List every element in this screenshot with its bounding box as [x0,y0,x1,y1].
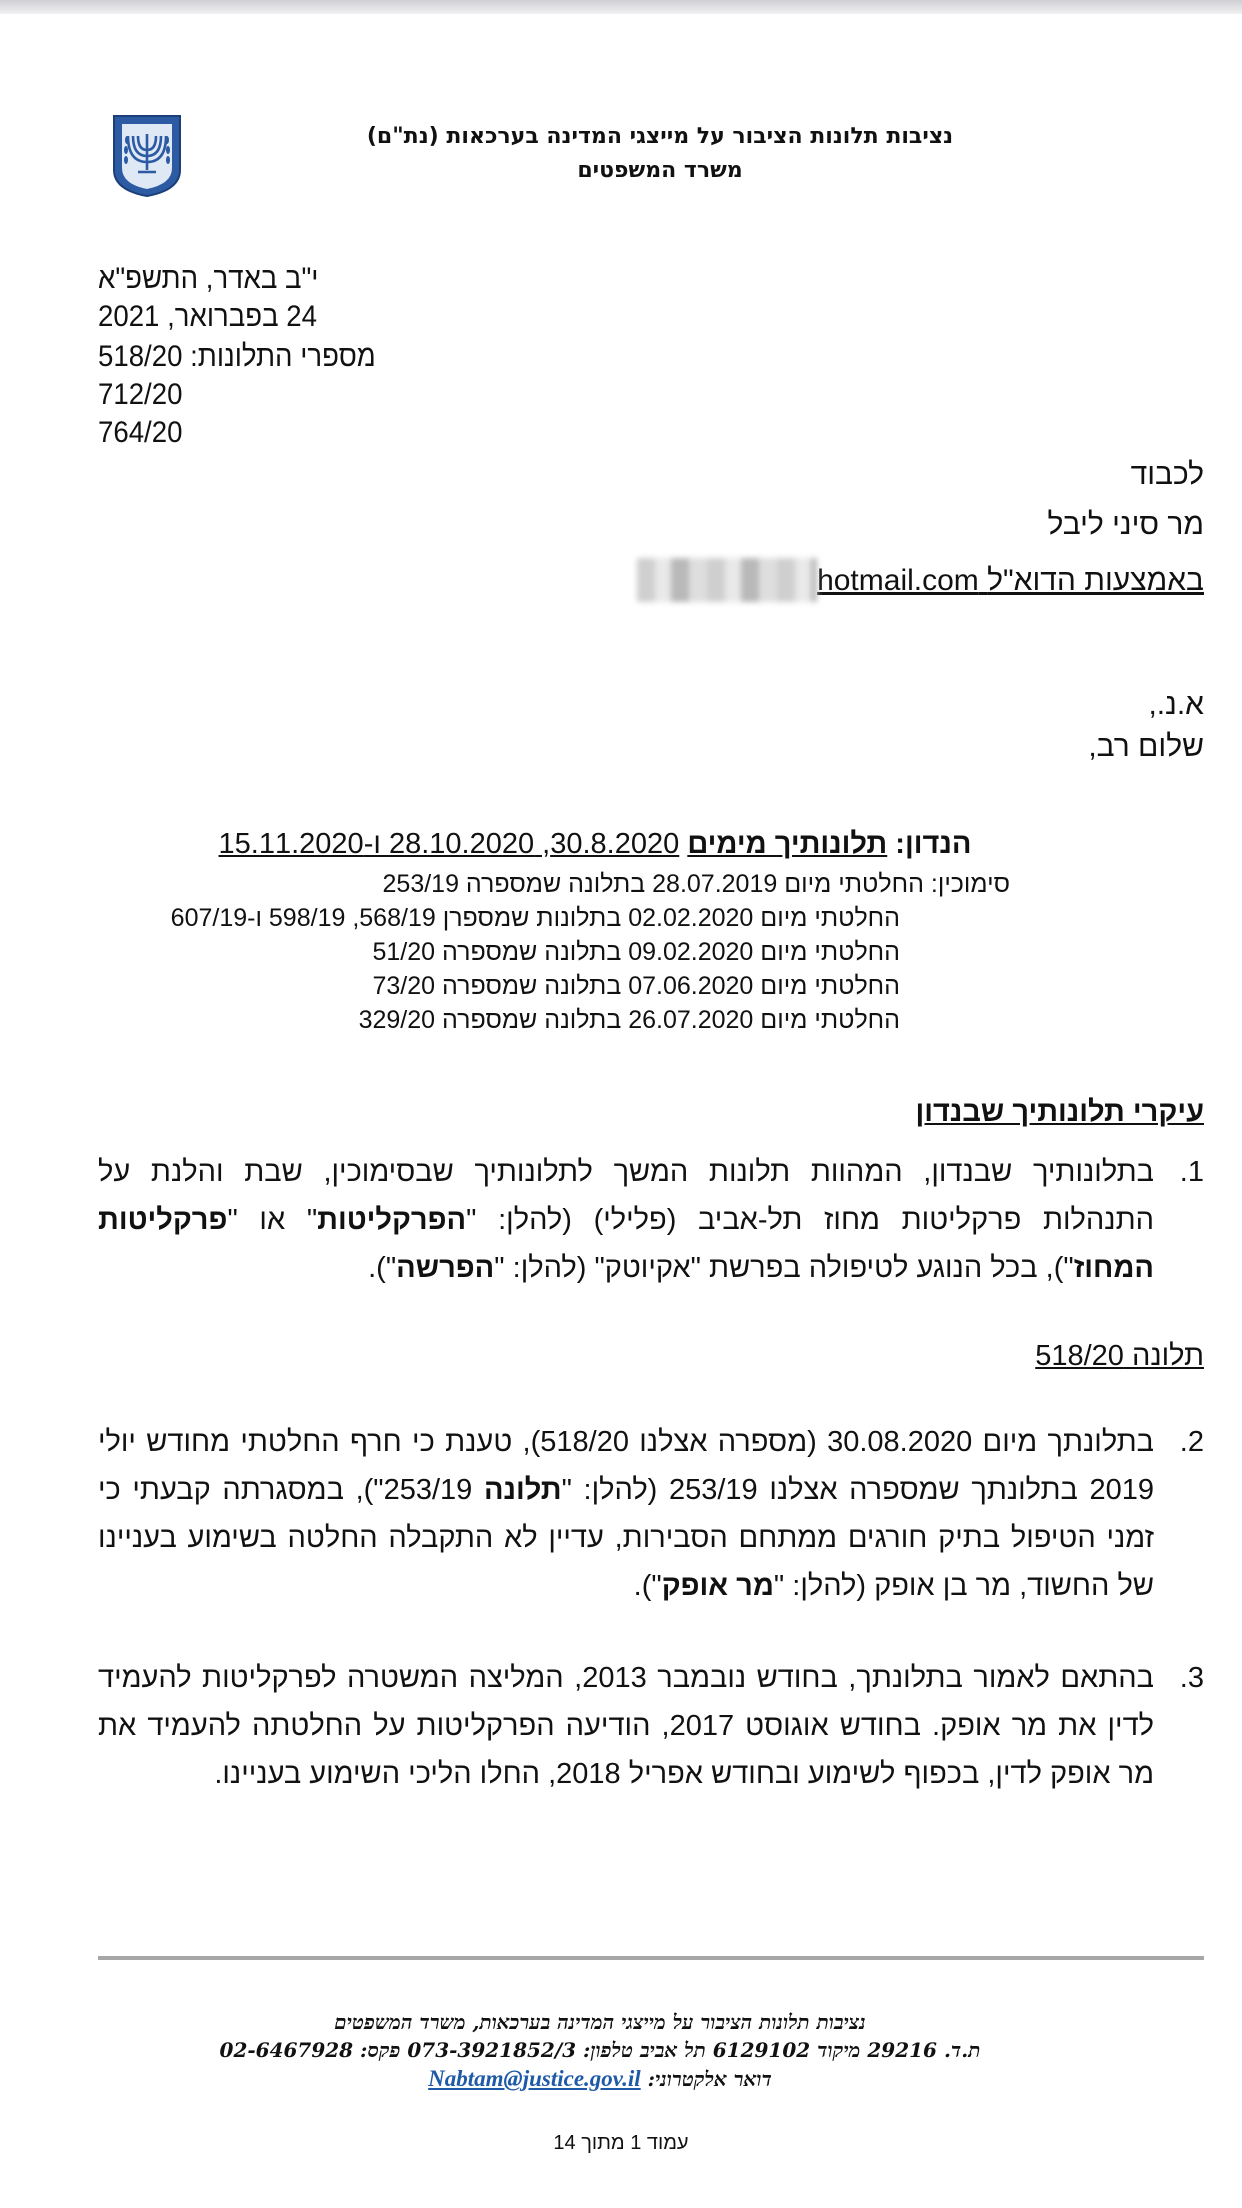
top-status-bar [0,0,1242,14]
footer-address: ת.ד. 29216 מיקוד 6129102 תל אביב טלפון: 073-3921852/3 פקס: 02-6467928 [219,2038,981,2062]
israel-emblem-icon [110,112,184,198]
complaint-numbers-line: מספרי התלונות: 518/20 [98,340,376,373]
hebrew-date: י"ב באדר, התשפ"א [98,262,319,295]
subject-line: הנדון: תלונותיך מימים 30.8.2020, 28.10.2020 ו-15.11.2020 [218,828,972,860]
footer-org: נציבות תלונות הציבור על מייצגי המדינה בערכאות, משרד המשפטים [334,2010,866,2034]
paragraph-3: 3. בהתאם לאמור בתלונתך, בחודש נובמבר 2013, המליצה המשטרה לפרקליטות להעמיד לדין את מר אופק. בחודש אוגוסט 2017, הודיעה הפרקליטות על החלטתה להעמיד את מר אופק לדין, בכפוף לשימוע ובחודש אפריל 2018, החלו הליכי השימוע בעניינו. [98,1662,1204,1790]
recipient-name: מר סיני ליבל [1047,508,1204,541]
section-heading: עיקרי תלונותיך שבנדון [915,1096,1204,1128]
reference-line: החלטתי מיום 07.06.2020 בתלונה שמספרה 73/20 [372,972,900,1000]
paragraph-2: 2. בתלונתך מיום 30.08.2020 (מספרה אצלנו 518/20), טענת כי חרף החלטתי מחודש יולי 2019 בתלונתך שמספרה אצלנו 253/19 (להלן: "תלונה 253/19"), במסגרתה קבעתי כי זמני הטיפול בתיק חורגים ממתחם הסבירות, עדיין לא התקבלה החלטה בשימוע בעניינו של החשוד, מר בן אופק (להלן: "מר אופק"). [98,1426,1204,1602]
recipient-email-line: באמצעות הדוא"ל hotmail.com [637,558,1204,602]
ministry-name: משרד המשפטים [577,158,743,183]
org-name: נציבות תלונות הציבור על מייצגי המדינה בערכאות (נת"ם) [366,124,954,149]
gregorian-date: 24 בפברואר, 2021 [98,300,317,333]
redacted-email [637,558,817,602]
greeting-shalom: שלום רב, [1088,730,1204,763]
reference-line: החלטתי מיום 09.02.2020 בתלונה שמספרה 51/20 [372,938,900,966]
complaint-number: 712/20 [98,378,183,411]
recipient-honorific: לכבוד [1130,458,1204,491]
footer-divider [98,1956,1204,1960]
paragraph-1: 1. בתלונותיך שבנדון, המהוות תלונות המשך לתלונותיך שבסימוכין, שבת והלנת על התנהלות פרקליטות מחוז תל-אביב (פלילי) (להלן: "הפרקליטות" או "פרקליטות המחוז"), בכל הנוגע לטיפולה בפרשת "אקיוטק" (להלן: "הפרשה"). [98,1156,1204,1284]
reference-line: החלטתי מיום 02.02.2020 בתלונות שמספרן 568/19, 598/19 ו-607/19 [170,904,900,932]
section-heading-518: תלונה 518/20 [1035,1340,1204,1372]
complaint-number: 764/20 [98,416,183,449]
page-number: עמוד 1 מתוך 14 [553,2132,689,2154]
reference-line: החלטתי מיום 26.07.2020 בתלונה שמספרה 329/20 [358,1006,900,1034]
footer-email-line: דואר אלקטרוני: Nabtam@justice.gov.il [428,2066,772,2091]
reference-line: סימוכין: החלטתי מיום 28.07.2019 בתלונה שמספרה 253/19 [382,870,1010,898]
footer-email-link[interactable]: Nabtam@justice.gov.il [428,2066,641,2091]
greeting-initials: א.נ., [1148,688,1204,721]
